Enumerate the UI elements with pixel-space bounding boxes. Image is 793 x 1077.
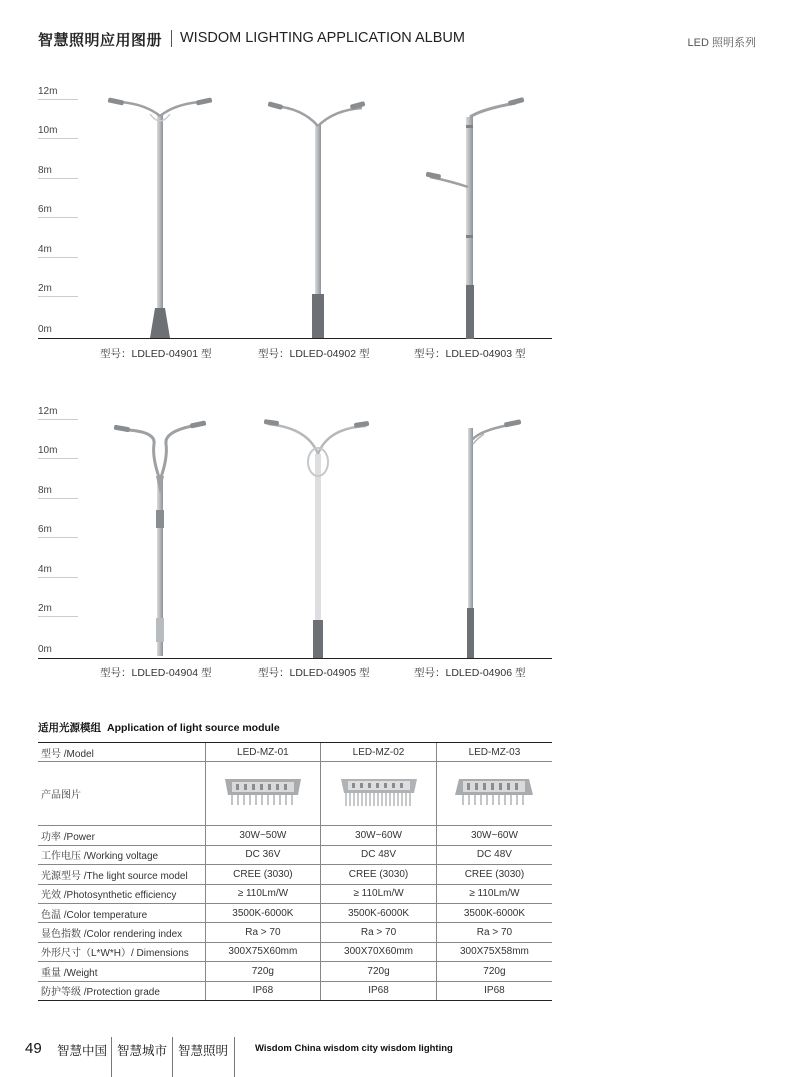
table-row-color-temperature [38,903,552,922]
row-value: IP68 [321,981,437,1000]
footer-cn-1: 智慧中国 [57,1044,108,1058]
page-number: 49 [25,1040,42,1057]
row-value: 300X75X58mm [436,942,552,961]
pole-04906-image [420,418,540,660]
table-row-cri [38,923,552,942]
scale-label-6m: 6m [38,204,52,215]
pole-04904-image [100,418,220,660]
module-spec-table [38,742,552,1001]
scale-label-4m: 4m [38,244,52,255]
page-footer [25,1037,785,1077]
row-label: 光效 /Photosynthetic efficiency [38,884,205,903]
row-value: 30W~50W [205,826,321,845]
table-header-row [38,743,552,762]
row-label: 光源型号 /The light source model [38,865,205,884]
album-title-en: WISDOM LIGHTING APPLICATION ALBUM [180,30,465,46]
scale-label-10m: 10m [38,445,58,456]
scale-label-0m: 0m [38,644,52,655]
row-label: 防护等级 /Protection grade [38,981,205,1000]
row-value: 30W~60W [436,826,552,845]
footer-divider [234,1037,235,1077]
row-value: ≥ 110Lm/W [205,884,321,903]
footer-tagline: Wisdom China wisdom city wisdom lighting [255,1043,453,1054]
row-label: 色温 /Color temperature [38,903,205,922]
scale-label-12m: 12m [38,86,58,97]
header-label: 型号 /Model [38,743,205,762]
row-label: 工作电压 /Working voltage [38,845,205,864]
pole-04903-image [420,95,540,340]
module-2-image [338,775,420,809]
scale-label-2m: 2m [38,283,52,294]
row-value: Ra > 70 [205,923,321,942]
row-value: CREE (3030) [205,865,321,884]
model-name-1: LED-MZ-01 [205,743,321,762]
module-1-image [222,775,304,809]
module-section-title-cn: 适用光源模组 [38,722,101,734]
scale-label-10m: 10m [38,125,58,136]
row-value: 300X75X60mm [205,942,321,961]
row-label: 外形尺寸（L*W*H）/ Dimensions [38,942,205,961]
table-row-efficiency [38,884,552,903]
table-image-row [38,762,552,826]
pole-04901-model: 型号：LDLED-04901 型 [100,348,212,360]
footer-divider [111,1037,112,1077]
row-value: DC 36V [205,845,321,864]
row-label: 功率 /Power [38,826,205,845]
row-value: CREE (3030) [321,865,437,884]
row-value: CREE (3030) [436,865,552,884]
module-3-image [453,775,535,809]
row-value: ≥ 110Lm/W [321,884,437,903]
table-row-dimensions [38,942,552,961]
row-label: 重量 /Weight [38,962,205,981]
pole-04906-model: 型号：LDLED-04906 型 [414,667,526,679]
scale-label-8m: 8m [38,165,52,176]
row-value: 3500K-6000K [321,903,437,922]
row-value: 720g [205,962,321,981]
page-header [38,28,756,50]
image-label: 产品图片 [38,762,205,826]
module-section-title-en: Application of light source module [107,722,280,734]
model-name-3: LED-MZ-03 [436,743,552,762]
row-value: 300X70X60mm [321,942,437,961]
series-label: LED 照明系列 [687,37,756,49]
table-row-weight [38,962,552,981]
row-value: ≥ 110Lm/W [436,884,552,903]
pole-04902-model: 型号：LDLED-04902 型 [258,348,370,360]
row-value: DC 48V [436,845,552,864]
scale-label-6m: 6m [38,524,52,535]
row-value: 30W~60W [321,826,437,845]
height-scale-row2 [38,400,78,660]
row-value: IP68 [205,981,321,1000]
row-value: 720g [436,962,552,981]
pole-04901-image [100,92,220,340]
row-value: DC 48V [321,845,437,864]
row-value: Ra > 70 [321,923,437,942]
pole-04905-image [258,414,378,660]
pole-04904-model: 型号：LDLED-04904 型 [100,667,212,679]
table-row-voltage [38,845,552,864]
scale-label-2m: 2m [38,603,52,614]
pole-04902-image [258,98,378,340]
footer-cn-2: 智慧城市 [117,1044,168,1058]
height-scale-row1 [38,80,78,340]
row-label: 显色指数 /Color rendering index [38,923,205,942]
model-name-2: LED-MZ-02 [321,743,437,762]
footer-divider [172,1037,173,1077]
scale-label-0m: 0m [38,324,52,335]
scale-label-8m: 8m [38,485,52,496]
module-section-title [38,720,280,735]
album-title-cn: 智慧照明应用图册 [38,32,163,49]
row-value: 720g [321,962,437,981]
footer-cn-3: 智慧照明 [178,1044,229,1058]
table-row-protection [38,981,552,1000]
table-row-light-source [38,865,552,884]
scale-label-4m: 4m [38,564,52,575]
row-value: 3500K-6000K [436,903,552,922]
row-value: Ra > 70 [436,923,552,942]
row-value: IP68 [436,981,552,1000]
row-value: 3500K-6000K [205,903,321,922]
pole-04903-model: 型号：LDLED-04903 型 [414,348,526,360]
table-row-power [38,826,552,845]
header-divider [171,30,172,47]
scale-label-12m: 12m [38,406,58,417]
pole-04905-model: 型号：LDLED-04905 型 [258,667,370,679]
